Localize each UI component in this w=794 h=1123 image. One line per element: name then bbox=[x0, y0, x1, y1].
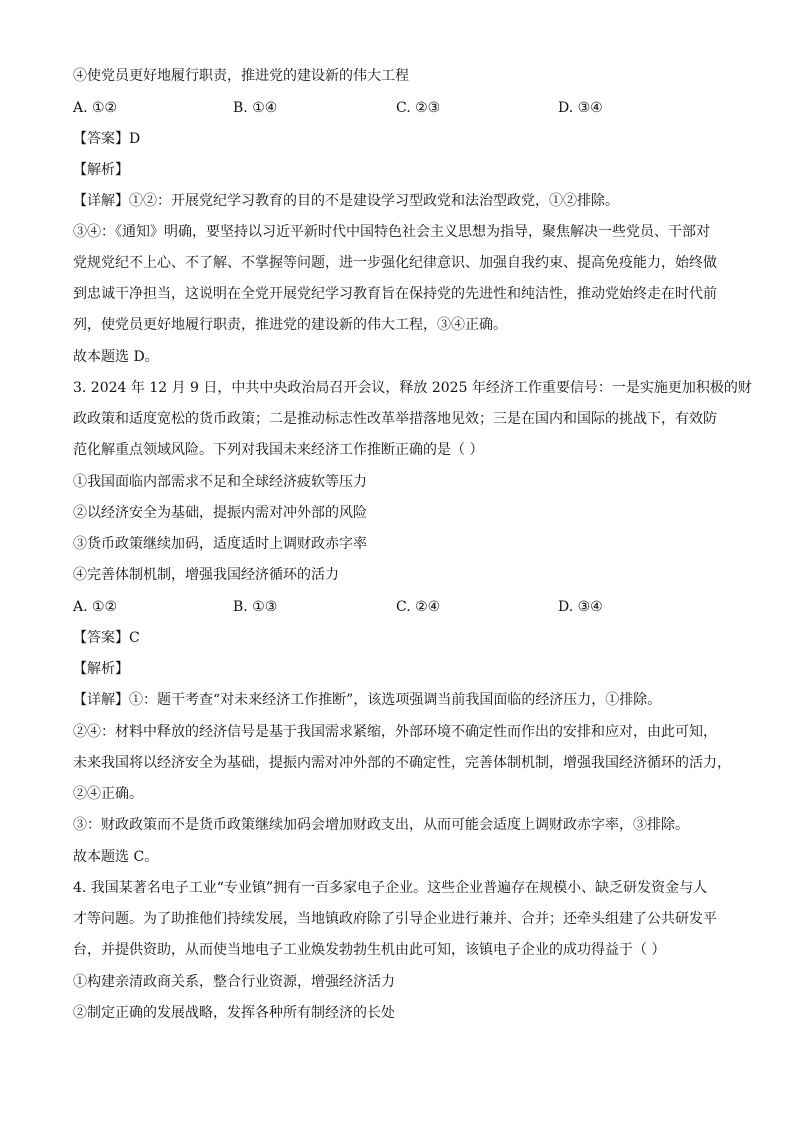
q3-detail-4: ②④正确。 bbox=[73, 786, 143, 802]
prev-option-d: D. ③④ bbox=[558, 100, 603, 116]
prev-conclusion: 故本题选 D。 bbox=[73, 349, 159, 365]
q3-conclusion: 故本题选 C。 bbox=[73, 849, 159, 865]
prev-option-a: A. ①② bbox=[73, 100, 118, 116]
q4-stem-line-2: 才等问题。为了助推他们持续发展，当地镇政府除了引导企业进行兼并、合并；还牵头组建了公共研发平 bbox=[73, 911, 717, 927]
q3-analysis-label: 【解析】 bbox=[73, 661, 129, 677]
q3-item-1: ①我国面临内部需求不足和全球经济疲软等压力 bbox=[73, 474, 367, 490]
q3-option-b: B. ①③ bbox=[233, 599, 278, 615]
q3-option-a: A. ①② bbox=[73, 599, 118, 615]
q3-detail-5: ③：财政政策而不是货币政策继续加码会增加财政支出，从而可能会适度上调财政赤字率，③排除。 bbox=[73, 817, 689, 833]
q3-item-4: ④完善体制机制，增强我国经济循环的活力 bbox=[73, 567, 339, 583]
q4-item-2: ②制定正确的发展战略，发挥各种所有制经济的长处 bbox=[73, 1005, 395, 1021]
prev-item-4: ④使党员更好地履行职责，推进党的建设新的伟大工程 bbox=[73, 68, 409, 84]
prev-option-c: C. ②③ bbox=[396, 100, 441, 116]
prev-detail-2: ③④：《通知》明确，要坚持以习近平新时代中国特色社会主义思想为指导，聚焦解决一些党员、干部对 bbox=[73, 224, 710, 240]
prev-analysis-label: 【解析】 bbox=[73, 162, 129, 178]
q3-stem-line-3: 范化解重点领域风险。下列对我国未来经济工作推断正确的是（ ） bbox=[73, 442, 484, 458]
q3-detail-2: ②④：材料中释放的经济信号是基于我国需求紧缩，外部环境不确定性而作出的安排和应对，由此可知， bbox=[73, 724, 717, 740]
q3-option-c: C. ②④ bbox=[396, 599, 441, 615]
prev-detail-5: 列，使党员更好地履行职责，推进党的建设新的伟大工程，③④正确。 bbox=[73, 317, 507, 333]
prev-option-b: B. ①④ bbox=[233, 100, 278, 116]
prev-detail-3: 党规党纪不上心、不了解、不掌握等问题，进一步强化纪律意识、加强自我约束、提高免疫能力，始终做 bbox=[73, 255, 717, 271]
prev-answer: 【答案】D bbox=[73, 131, 141, 147]
q4-stem-line-3: 台，并提供资助，从而使当地电子工业焕发勃勃生机由此可知，该镇电子企业的成功得益于（ ） bbox=[73, 942, 666, 958]
q3-stem-line-1: 3. 2024 年 12 月 9 日，中共中央政治局召开会议，释放 2025 年经济工作重要信号：一是实施更加积极的财 bbox=[73, 380, 752, 396]
q3-option-d: D. ③④ bbox=[558, 599, 603, 615]
q4-item-1: ①构建亲清政商关系，整合行业资源，增强经济活力 bbox=[73, 974, 395, 990]
prev-detail-4: 到忠诚干净担当，这说明在全党开展党纪学习教育旨在保持党的先进性和纯洁性，推动党始终走在时代前 bbox=[73, 286, 717, 302]
q3-detail-3: 未来我国将以经济安全为基础，提振内需对冲外部的不确定性，完善体制机制，增强我国经济循环的活力， bbox=[73, 755, 731, 771]
q3-detail-1: 【详解】①：题干考查“对未来经济工作推断”，该选项强调当前我国面临的经济压力，①排除。 bbox=[73, 692, 662, 708]
q3-item-2: ②以经济安全为基础，提振内需对冲外部的风险 bbox=[73, 505, 367, 521]
q4-stem-line-1: 4. 我国某著名电子工业“专业镇”拥有一百多家电子企业。这些企业普遍存在规模小、缺乏研发资金与人 bbox=[73, 880, 708, 896]
q3-stem-line-2: 政政策和适度宽松的货币政策；二是推动标志性改革举措落地见效；三是在国内和国际的挑战下，有效防 bbox=[73, 411, 717, 427]
q3-answer: 【答案】C bbox=[73, 630, 140, 646]
prev-detail-1: 【详解】①②：开展党纪学习教育的目的不是建设学习型政党和法治型政党，①②排除。 bbox=[73, 193, 619, 209]
q3-item-3: ③货币政策继续加码，适度适时上调财政赤字率 bbox=[73, 536, 367, 552]
